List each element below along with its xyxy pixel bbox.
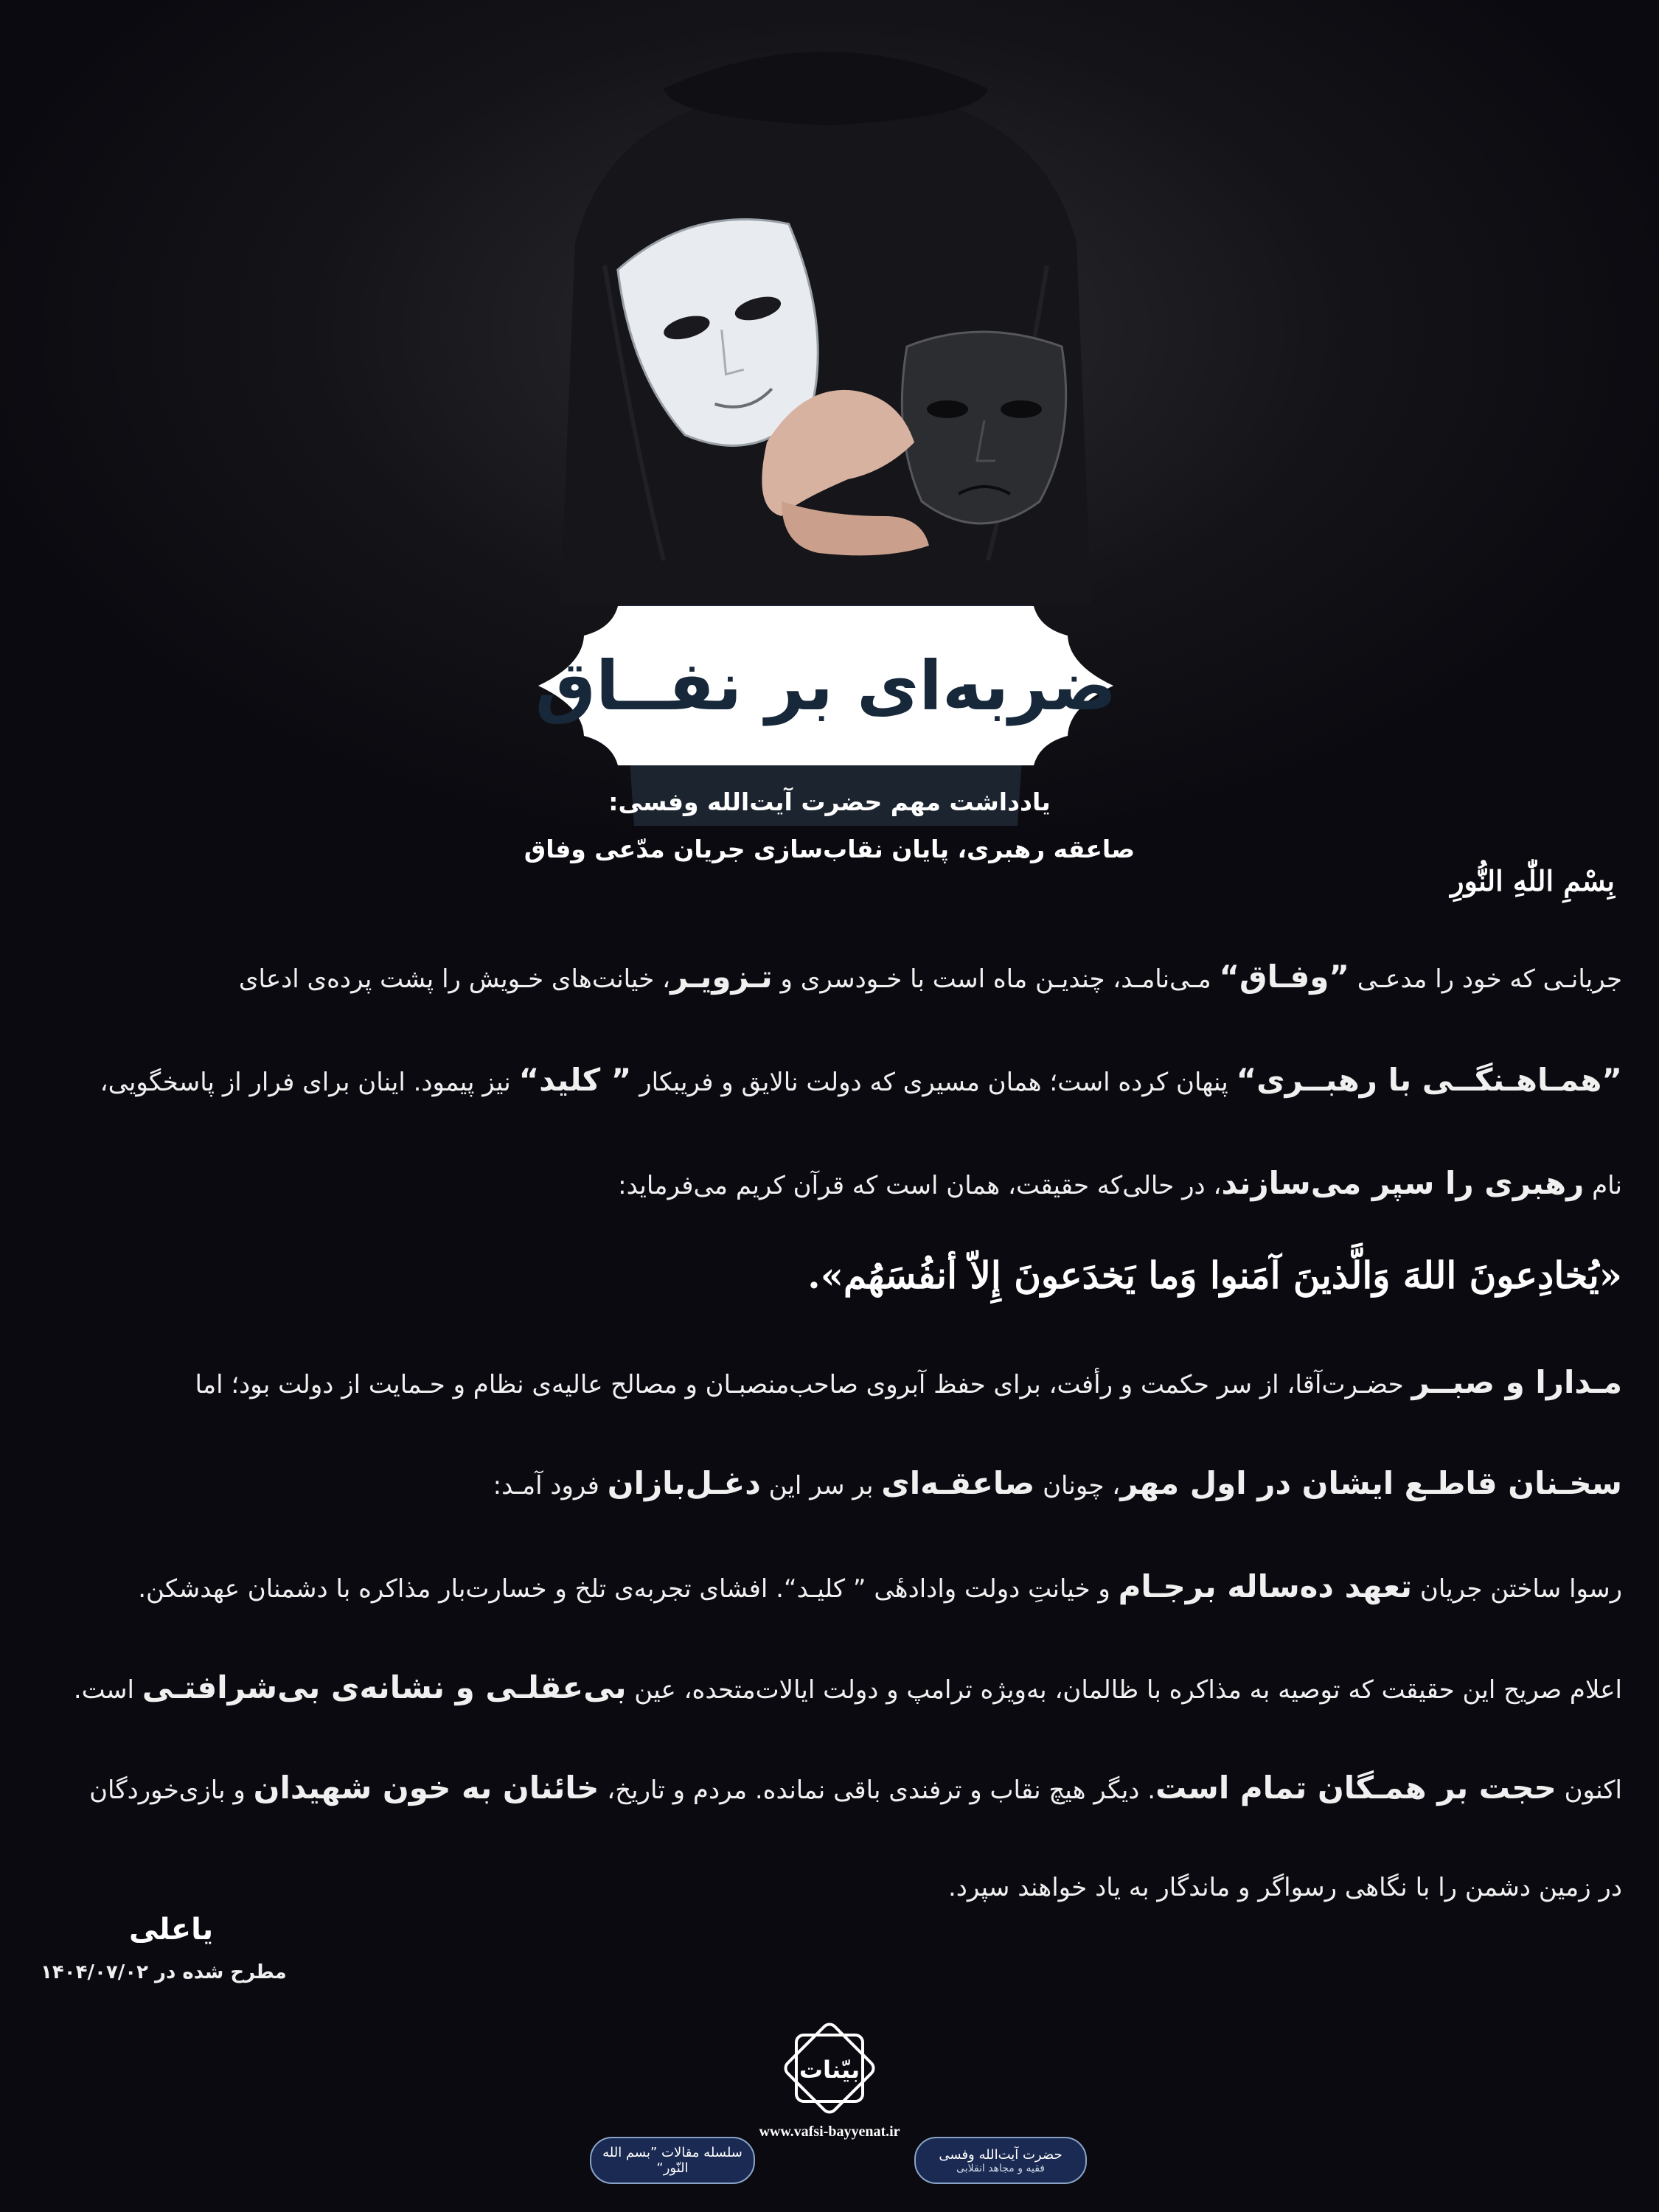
page-title: ضربه‌ای بر نفــاق bbox=[535, 646, 1117, 726]
title-banner bbox=[531, 599, 1121, 773]
svg-text:بیّنات: بیّنات bbox=[799, 2056, 860, 2084]
subtitle-line-1: یادداشت مهم حضرت آیت‌الله وفسی: bbox=[608, 787, 1051, 816]
series-badge: سلسله مقالات ”بسم الله النّور“ bbox=[590, 2137, 755, 2184]
black-mask bbox=[902, 332, 1065, 524]
body-line-6: رسوا ساختن جریان تعهد ده‌ساله برجـام و خیانتِ دولت وادادهٔی ” کلیـد“. افشای تجربه‌ی تلخ و خسارت‌بار مذاکره با دشمنان عهدشکن. bbox=[138, 1568, 1622, 1604]
body-line-1: جریانـی که خود را مدعـی ”وفـاق“ مـی‌نامـد، چندیـن ماه است با خـودسری و تـزویـر، خیانت‌های خـویش را پشت پرده‌ی ادعای bbox=[238, 959, 1622, 995]
website-link[interactable]: www.vafsi-bayyenat.ir bbox=[759, 2124, 900, 2140]
body-line-4: مـدارا و صبــر حضـرت‌آقا، از سر حکمت و رأفت، برای حفظ آبروی صاحب‌منصبـان و مصالح عالیه‌ی نظام و حـمایت از دولت بود؛ اما bbox=[195, 1364, 1622, 1400]
body-line-9: در زمین دشمن را با نگاهی رسواگر و ماندگار به یاد خواهند سپرد. bbox=[947, 1873, 1622, 1902]
quran-verse: «یُخادِعونَ اللهَ وَالَّذینَ آمَنوا وَما یَخدَعونَ إِلاّ أنفُسَهُم». bbox=[807, 1253, 1622, 1297]
body-line-3: نام رهبری را سپر می‌سازند، در حالی‌که حقیقت، همان است که قرآن کریم می‌فرماید: bbox=[618, 1165, 1622, 1201]
author-badge: حضرت آیت‌الله وفسی فقیه و مجاهد انقلابی bbox=[914, 2137, 1087, 2184]
body-line-2: ”همـاهـنگــی با رهبــری“ پنهان کرده است؛ همان مسیری که دولت نالایق و فریبکار ” کلید“ نیز پیمود. اینان برای فرار از پاسخگویی، bbox=[100, 1062, 1622, 1098]
logo-emblem bbox=[774, 2013, 885, 2124]
subtitle-line-2: صاعقه رهبری، پایان نقاب‌سازی جریان مدّعی وفاق bbox=[524, 835, 1135, 863]
signoff: یاعلی bbox=[129, 1913, 214, 1947]
body-line-7: اعلام صریح این حقیقت که توصیه به مذاکره با ظالمان، به‌ویژه ترامپ و دولت ایالات‌متحده، عین بی‌عقلـی و نشانه‌ی بی‌شرافتـی است. bbox=[73, 1669, 1622, 1705]
publish-date: مطرح شده در ۱۴۰۴/۰۷/۰۲ bbox=[41, 1961, 287, 1983]
body-line-8: اکنون حجت بر همـگان تمام است. دیگر هیچ نقاب و ترفندی باقی نمانده. مردم و تاریخ، خائنان به خون شهیدان و بازی‌خوردگان bbox=[89, 1770, 1622, 1806]
bismillah: بِسْمِ اللّٰهِ النُّورِ bbox=[1450, 864, 1615, 897]
bayyenat-logo bbox=[774, 2013, 885, 2124]
body-line-5: سخـنان قاطـع ایشان در اول مهر، چونان صاعقـه‌ای بر سر این دغـل‌بازان فرود آمـد: bbox=[493, 1465, 1622, 1501]
